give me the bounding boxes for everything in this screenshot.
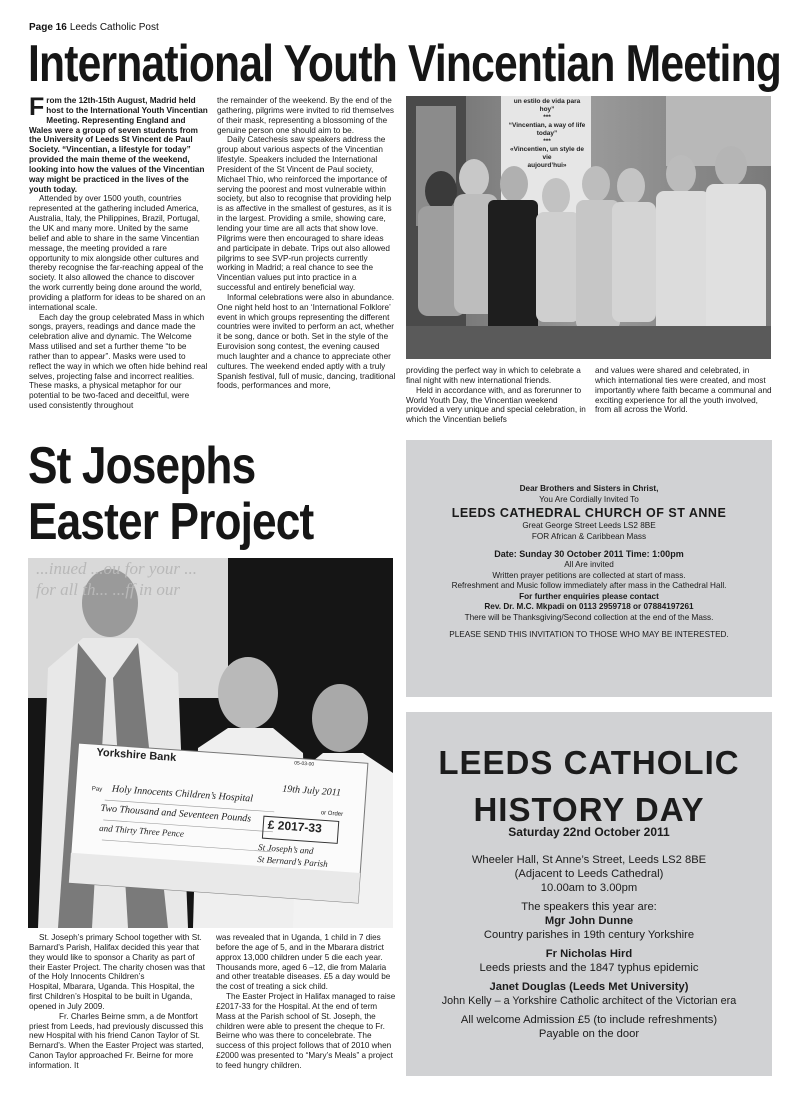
cheque-amount: £ 2017-33 <box>267 817 323 836</box>
invitation-collection: There will be Thanksgiving/Second collection at the end of the Mass. <box>464 612 714 622</box>
invitation-enquiries: For further enquiries please contact <box>519 591 659 601</box>
invitation-mass: FOR African & Caribbean Mass <box>531 531 647 541</box>
history-date: Saturday 22nd October 2011 <box>508 825 670 839</box>
history-title-line1: LEEDS CATHOLIC <box>438 744 740 781</box>
paragraph: Each day the group celebrated Mass in which songs, prayers, readings and dance made the celebration alive and dynamic. The Welcome Mass utilised and set a further theme “to be rather than to appear”. Masks were used to reflect the way in which we often hide behind real selves, projecting false and incorrect realities. These masks, a physical metaphor for our potential to be two-faced and deceitful, were used consistently throughout <box>29 312 208 411</box>
drop-cap: F <box>29 93 45 121</box>
article1-column-3 <box>406 366 586 425</box>
invitation-contact: Rev. Dr. M.C. Mkpadi on 0113 2959718 or 07884197261 <box>484 602 694 612</box>
cheque-pay-label: Pay <box>91 786 103 794</box>
invitation-greeting: Dear Brothers and Sisters in Christ, <box>519 484 659 493</box>
cheque-or-order: or Order <box>320 810 344 818</box>
cathedral-invitation-box <box>406 440 772 697</box>
page-folio <box>29 22 159 33</box>
invitation-refreshment: Refreshment and Music follow immediately after mass in the Cathedral Hall. <box>451 581 727 591</box>
history-speakers-intro: The speakers this year are: <box>521 901 657 913</box>
cheque-amount-words-2: and Thirty Three Pence <box>98 822 185 839</box>
cheque <box>86 746 374 895</box>
youth-group-photo <box>406 96 771 359</box>
paragraph: Daily Catechesis saw speakers address the group about various aspects of the Vincentian lifestyle. Speakers included the International President of the St Vincent de Paul society, Michael Thio, who reinforced the importance of serving the poorest and most vulnerable within society, but also to recognise that providing help is as affective in the smallest of gestures, as it is in the largest. Providing a smile, showing care, lending your time are all acts that show love. Pilgrims were then encouraged to share ideas and participate in debate. Trips out also allowed pilgrims to see SVP-run projects currently working in Madrid; a real chance to see the Vincentian values put into practice in a successful and entirely beneficial way. <box>217 135 392 293</box>
cheque-payee: Holy Innocents Children’s Hospital <box>111 783 254 805</box>
invitation-send: PLEASE SEND THIS INVITATION TO THOSE WHO MAY BE INTERESTED. <box>449 629 729 639</box>
article1-column-4 <box>595 366 772 415</box>
cheque-sort-code: 05-03-00 <box>293 760 315 768</box>
page-number: Page 16 <box>29 22 67 33</box>
paragraph: Informal celebrations were also in abundance. One night held host to an ‘International Folklore’ event in which groups representing the different countries were invited to perform an act, whether it be song, dance or both. Set in the style of the Eurovision song contest, the evening caused much laughter and a chance to appreciate other cultures. The weekend ended aptly with a truly Spanish festival, full of music, dancing, traditional foods, performances and more, <box>217 292 396 391</box>
cheque-bank: Yorkshire Bank <box>96 746 177 765</box>
paragraph: Held in accordance with, and as forerunner to World Youth Day, the Vincentian weekend provided a very unique and special celebration, in which the Vincentian beliefs <box>406 385 586 425</box>
invitation-all-invited: All Are invited <box>564 559 614 569</box>
cheque-signature-2: St Bernard’s Parish <box>257 854 329 869</box>
history-topic-2: Leeds priests and the 1847 typhus epidemic <box>479 962 699 974</box>
history-payable: Payable on the door <box>538 1028 640 1040</box>
cheque-signature: St Joseph’s and <box>257 842 314 856</box>
invitation-church-name: LEEDS CATHEDRAL CHURCH OF ST ANNE <box>451 506 727 521</box>
article2-column-1 <box>29 933 209 1071</box>
article1-column-1 <box>29 93 208 411</box>
invitation-prayer: Written prayer petitions are collected at start of mass. <box>492 570 686 580</box>
banner-text: un estilo de vida para hoy” *** “Vincentian, a way of life today” *** «Vincentien, un style de vie aujourd’hui» <box>508 98 586 169</box>
paragraph: The Easter Project in Halifax managed to raise £2017-33 for the Hospital. At the end of term Mass at the Parish school of St. Joseph, the children were able to present the cheque to Fr. Beirne who was there to concelebrate. The success of this project follows that of 2010 when £2000 was presented to “Mary’s Meals” a project to feed hungry children. <box>216 992 396 1070</box>
publication-name: Leeds Catholic Post <box>69 22 159 33</box>
history-venue: Wheeler Hall, St Anne’s Street, Leeds LS2 8BE <box>471 854 707 866</box>
article2-column-2 <box>216 933 396 1071</box>
paragraph: the remainder of the weekend. By the end of the gathering, pilgrims were invited to rid themselves of their mask, representing a blossoming of the genuine person one should aim to be. <box>217 96 395 135</box>
paragraph: St. Joseph’s primary School together with St. Barnard’s Parish, Halifax decided this year that they would like to sponsor a Charity as part of their Easter Project. The charity chosen was that of the Holy Innocents Children’s <box>29 933 205 982</box>
history-speaker-2: Fr Nicholas Hird <box>545 948 633 960</box>
history-venue-note: (Adjacent to Leeds Cathedral) <box>514 868 664 880</box>
paragraph: Fr. Charles Beirne smm, a de Montfort priest from Leeds, had previously discussed this new Hospital with his friend Canon Taylor of St. Bernard’s. When the Easter Project was started, Canon Taylor approached Fr. Beirne for more information. It <box>29 1011 204 1070</box>
article1-lead-paragraph: From the 12th-15th August, Madrid held host to the International Youth Vincentian Meeting. Representing England and Wales were a group of seven students from the University of Leeds St Vincent de Paul Society. “Vincentian, a lifestyle for today” provided the main theme of the weekend, looking into how the values of the Vincentian way might be practiced in the lives of the youth today. <box>29 93 208 194</box>
cheque-presentation-photo <box>28 558 393 928</box>
paragraph: was revealed that in Uganda, 1 child in 7 dies before the age of 5, and in the Mbarara district approx 13,000 children under 5 die each year. Thousands more, aged 6 –12, die from Malaria and other treatable diseases. £5 a day would be the cost of treating a sick child. <box>216 933 391 992</box>
cheque-date: 19th July 2011 <box>281 783 342 799</box>
history-topic-1: Country parishes in 19th century Yorkshire <box>483 929 695 941</box>
article2-headline: St Josephs Easter Project <box>28 437 314 551</box>
paragraph: Attended by over 1500 youth, countries represented at the gathering included America, Australia, Italy, the Philippines, Brazil, Portugal, the UK and many more. United by the same belief and able to share in the same Vincentian message, the meeting provided a rare opportunity to mix alongside other cultures and thereby recognise the far-reaching appeal of the society. It also allowed the chance to discover the work currently being done around the world, providing a platform for ideas to be shared on an international scale. <box>29 194 206 312</box>
history-speaker-3: Janet Douglas (Leeds Met University) <box>489 981 689 993</box>
article1-headline: International Youth Vincentian Meeting <box>28 35 782 93</box>
paragraph: Hospital, Mbarara, Uganda. This Hospital, the first Children’s Hospital to be built in Uganda, opened in July 2009. <box>29 982 195 1011</box>
invitation-invited: You Are Cordially Invited To <box>539 494 639 504</box>
article1-column-2 <box>217 96 397 391</box>
slide-text: ...inued ...ou for your ... for all th... ...ff in our <box>36 559 198 599</box>
invitation-address: Great George Street Leeds LS2 8BE <box>522 521 656 531</box>
paragraph: and values were shared and celebrated, in which international ties were created, and most importantly where faith became a communal and exciting experience for all the youth involved, from all across the World. <box>595 366 772 415</box>
cheque-amount-words: Two Thousand and Seventeen Pounds <box>100 802 252 825</box>
history-topic-3: John Kelly – a Yorkshire Catholic architect of the Victorian era <box>441 995 737 1007</box>
history-speaker-1: Mgr John Dunne <box>544 915 634 927</box>
paragraph: providing the perfect way in which to celebrate a final night with new international friends. <box>406 366 581 385</box>
invitation-datetime: Date: Sunday 30 October 2011 Time: 1:00pm <box>494 549 684 560</box>
history-time: 10.00am to 3.00pm <box>540 882 638 894</box>
history-admission: All welcome Admission £5 (to include refreshments) <box>460 1014 718 1026</box>
history-day-box <box>406 712 772 1076</box>
history-title-line2: HISTORY DAY <box>473 791 705 828</box>
